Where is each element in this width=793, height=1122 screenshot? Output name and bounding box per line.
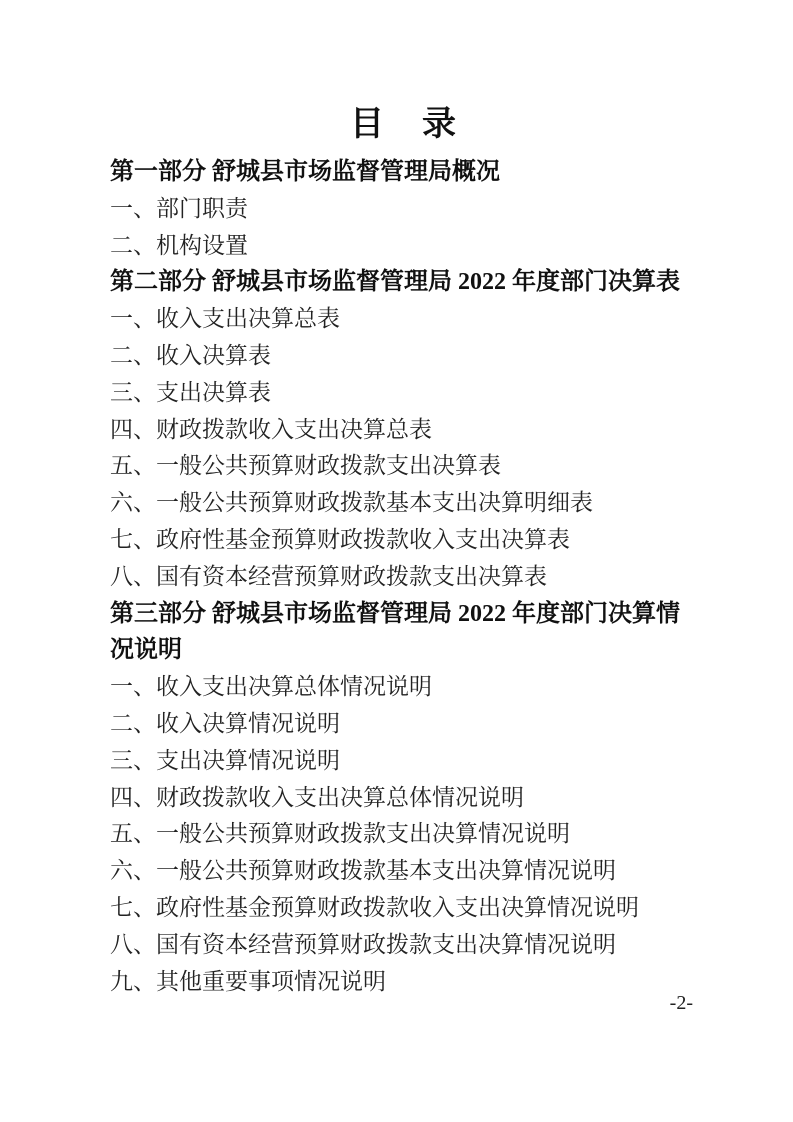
toc-section-heading: 第三部分 舒城县市场监督管理局 2022 年度部门决算情况说明 — [110, 600, 680, 664]
document-content — [110, 100, 698, 1000]
toc-item: 八、国有资本经营预算财政拨款支出决算情况说明 — [110, 931, 616, 957]
table-of-contents — [110, 154, 698, 1000]
page-title: 目 录 — [350, 105, 458, 143]
toc-item: 七、政府性基金预算财政拨款收入支出决算表 — [110, 526, 570, 552]
page-number: -2- — [669, 992, 693, 1014]
toc-item: 五、一般公共预算财政拨款支出决算表 — [110, 453, 501, 479]
toc-item: 二、收入决算情况说明 — [110, 710, 340, 736]
toc-item: 六、一般公共预算财政拨款基本支出决算情况说明 — [110, 858, 616, 884]
toc-item: 一、部门职责 — [110, 195, 248, 221]
toc-item: 四、财政拨款收入支出决算总体情况说明 — [110, 784, 524, 810]
toc-section-heading: 第二部分 舒城县市场监督管理局 2022 年度部门决算表 — [110, 269, 680, 296]
toc-section-heading: 第一部分 舒城县市场监督管理局概况 — [110, 159, 500, 185]
toc-item: 七、政府性基金预算财政拨款收入支出决算情况说明 — [110, 894, 639, 920]
toc-item: 一、收入支出决算总体情况说明 — [110, 674, 432, 700]
toc-item: 六、一般公共预算财政拨款基本支出决算明细表 — [110, 490, 593, 516]
toc-item: 三、支出决算表 — [110, 379, 271, 405]
toc-item: 九、其他重要事项情况说明 — [110, 968, 386, 994]
toc-item: 二、机构设置 — [110, 232, 248, 258]
toc-item: 二、收入决算表 — [110, 342, 271, 368]
toc-item: 八、国有资本经营预算财政拨款支出决算表 — [110, 563, 547, 589]
toc-item: 五、一般公共预算财政拨款支出决算情况说明 — [110, 821, 570, 847]
toc-item: 四、财政拨款收入支出决算总表 — [110, 416, 432, 442]
toc-item: 一、收入支出决算总表 — [110, 306, 340, 332]
toc-item: 三、支出决算情况说明 — [110, 747, 340, 773]
